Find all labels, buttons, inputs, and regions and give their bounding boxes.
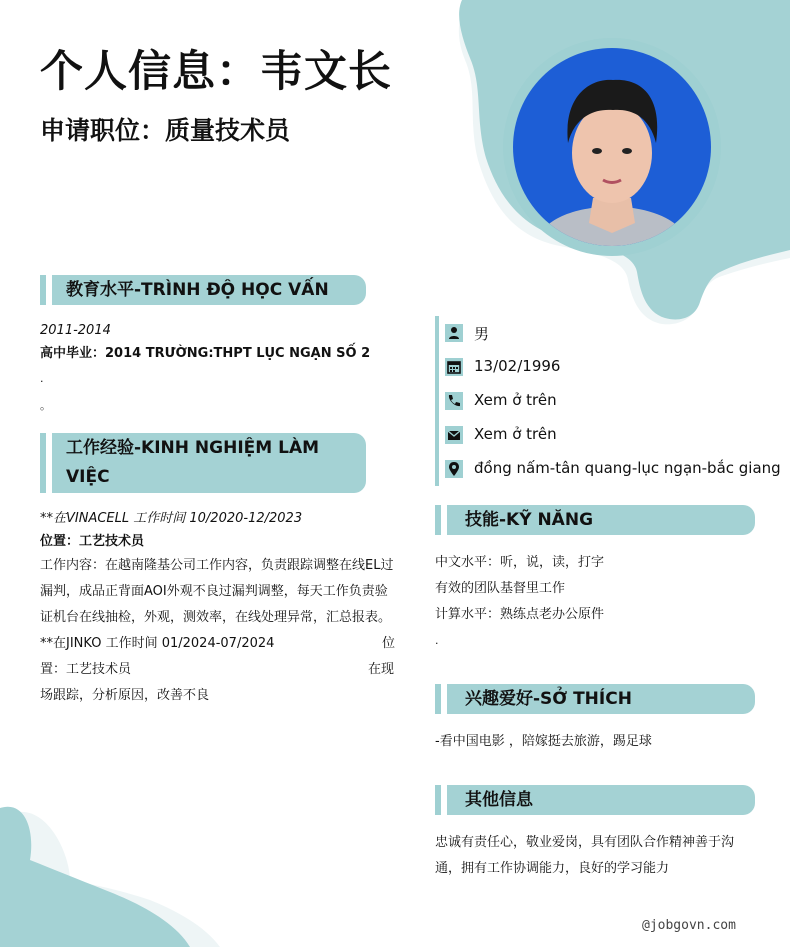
education-heading: 教育水平-TRÌNH ĐỘ HỌC VẤN <box>52 275 366 305</box>
experience-heading-line-2: VIỆC <box>66 467 110 487</box>
job-1-position: 位置：工艺技术员 <box>40 534 145 549</box>
education-period: 2011-2014 <box>40 323 111 338</box>
resume-title: 个人信息：韦文长 <box>40 47 392 97</box>
email-value: Xem ở trên <box>474 425 557 443</box>
contact-email <box>435 418 765 452</box>
watermark: @jobgovn.com <box>642 918 736 933</box>
job-2-position: 置：工艺技术员 <box>40 662 132 677</box>
other-line-2: 通，拥有工作协调能力，良好的学习能力 <box>435 861 670 876</box>
experience-section-header <box>40 433 366 493</box>
other-heading: 其他信息 <box>447 785 755 815</box>
contact-birthday <box>435 350 765 384</box>
other-section-header <box>435 785 755 815</box>
location-pin-icon <box>445 460 463 478</box>
person-icon <box>445 324 463 342</box>
skills-line-2: 有效的团队基督里工作 <box>435 581 566 596</box>
job-1-desc-line-1: 工作内容：在越南隆基公司工作内容，负责跟踪调整在线EL过 <box>40 558 394 573</box>
job-1-desc-line-3: 证机台在线抽检，外观，测效率，在线处理异常，汇总报表。 <box>40 610 392 625</box>
job-2-title: **在JINKO 工作时间 01/2024-07/2024 <box>40 636 275 651</box>
portrait-image <box>513 48 711 246</box>
job-2-desc: 场跟踪，分析原因，改善不良 <box>40 688 210 703</box>
contact-phone <box>435 384 765 418</box>
skills-heading: 技能-KỸ NĂNG <box>447 505 755 535</box>
experience-heading <box>52 433 366 493</box>
job-2-position-tail: 在现 <box>368 662 395 677</box>
address-value: đồng nấm-tân quang-lục ngạn-bắc giang <box>474 459 781 477</box>
skills-section-header <box>435 505 755 535</box>
hobbies-section-header <box>435 684 755 714</box>
education-detail: 高中毕业：2014 TRƯỜNG:THPT LỤC NGẠN SỐ 2 <box>40 346 371 361</box>
mail-icon <box>445 426 463 444</box>
profile-photo <box>513 48 711 246</box>
skills-line-3: 计算水平：熟练点老办公原件 <box>435 607 605 622</box>
phone-icon <box>445 392 463 410</box>
skills-line-1: 中文水平：听，说，读，打字 <box>435 555 605 570</box>
phone-value: Xem ở trên <box>474 391 557 409</box>
hobbies-heading: 兴趣爱好-SỞ THÍCH <box>447 684 755 714</box>
education-dot-1: . <box>40 372 44 385</box>
birthday-value: 13/02/1996 <box>474 357 561 375</box>
education-section-header <box>40 275 366 305</box>
experience-heading-line-1: 工作经验-KINH NGHIỆM LÀM <box>66 438 320 458</box>
hobbies-text: -看中国电影 ，陪嫁挺去旅游，踢足球 <box>435 734 652 749</box>
profile-photo-frame <box>503 38 721 256</box>
contact-gender <box>435 316 765 350</box>
other-line-1: 忠诚有责任心，敬业爱岗，具有团队合作精神善于沟 <box>435 835 735 850</box>
contact-address <box>435 452 781 486</box>
job-1-desc-line-2: 漏判，成品正背面AOI外观不良过漏判调整，每天工作负责验 <box>40 584 388 599</box>
job-2-title-tail: 位 <box>382 636 396 651</box>
applied-position: 申请职位：质量技术员 <box>40 116 291 145</box>
education-dot-2: 。 <box>40 399 51 412</box>
calendar-icon <box>445 358 463 376</box>
gender-value: 男 <box>474 325 490 343</box>
skills-line-4: . <box>435 634 439 647</box>
job-1-title: **在VINACELL 工作时间 10/2020-12/2023 <box>40 511 303 526</box>
